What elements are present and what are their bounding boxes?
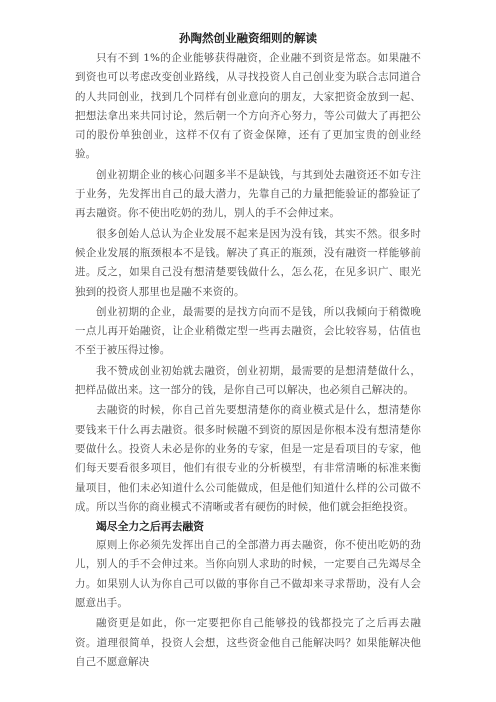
paragraph: 创业初期的企业，最需要的是找方向而不是钱，所以我倾向于稍微晚一点儿再开始融资，让企业稍微定型一些再去融资，会比较容易，估值也不至于被压得过惨。 [75, 305, 421, 357]
document-title: 孙陶然创业融资细则的解读 [179, 31, 317, 45]
document-page [75, 30, 421, 672]
section-heading: 竭尽全力之后再去融资 [96, 520, 204, 534]
paragraph: 我不赞成创业初始就去融资，创业初期，最需要的是想清楚做什么，把样品做出来。这一部分的钱，是你自己可以解决，也必须自己解决的。 [75, 364, 421, 397]
paragraph: 很多创始人总认为企业发展不起来是因为没有钱，其实不然。很多时候企业发展的瓶颈根本不是钱。解决了真正的瓶颈，没有融资一样能够前进。反之，如果自己没有想清楚要钱做什么，怎么花，在见多识广、眼光独到的投资人那里也是融不来资的。 [75, 227, 421, 298]
paragraph: 只有不到 1%的企业能够获得融资，企业融不到资是常态。如果融不到资也可以考虑改变创业路线，从寻找投资人自己创业变为联合志同道合的人共同创业，找到几个同样有创业意向的朋友，大家把资金放到一起、把想法拿出来共同讨论，然后朝一个方向齐心努力，等公司做大了再把公司的股份单独创业，这样不仅有了资金保障，还有了更加宝贵的创业经验。 [75, 52, 421, 161]
paragraph: 去融资的时候，你自己首先要想清楚你的商业模式是什么，想清楚你要钱来干什么再去融资。很多时候融不到资的原因是你根本没有想清楚你要做什么。投资人未必是你的业务的专家，但是一定是看项目的专家，他们每天要看很多项目，他们有很专业的分析模型，有非常清晰的标准来衡量项目，他们未必知道什么公司能做成，但是他们知道什么样的公司做不成。所以当你的商业模式不清晰或者有硬伤的时候，他们就会拒绝投资。 [75, 404, 421, 513]
paragraph: 原则上你必须先发挥出自己的全部潜力再去融资，你不使出吃奶的劲儿，别人的手不会伸过来。当你向别人求助的时候，一定要自己先竭尽全力。如果别人认为你自己可以做的事你自己不做却来寻求帮助，没有人会愿意出手。 [75, 539, 421, 610]
paragraph: 融资更是如此，你一定要把你自己能够投的钱都投完了之后再去融资。道理很简单，投资人会想，这些资金他自己能解决吗？如果能解决他自己不愿意解决 [75, 617, 421, 668]
paragraph: 创业初期企业的核心问题多半不是缺钱，与其到处去融资还不如专注于业务，先发挥出自己的最大潜力，先靠自己的力量把能验证的都验证了再去融资。你不使出吃奶的劲儿，别人的手不会伸过来。 [75, 168, 421, 220]
